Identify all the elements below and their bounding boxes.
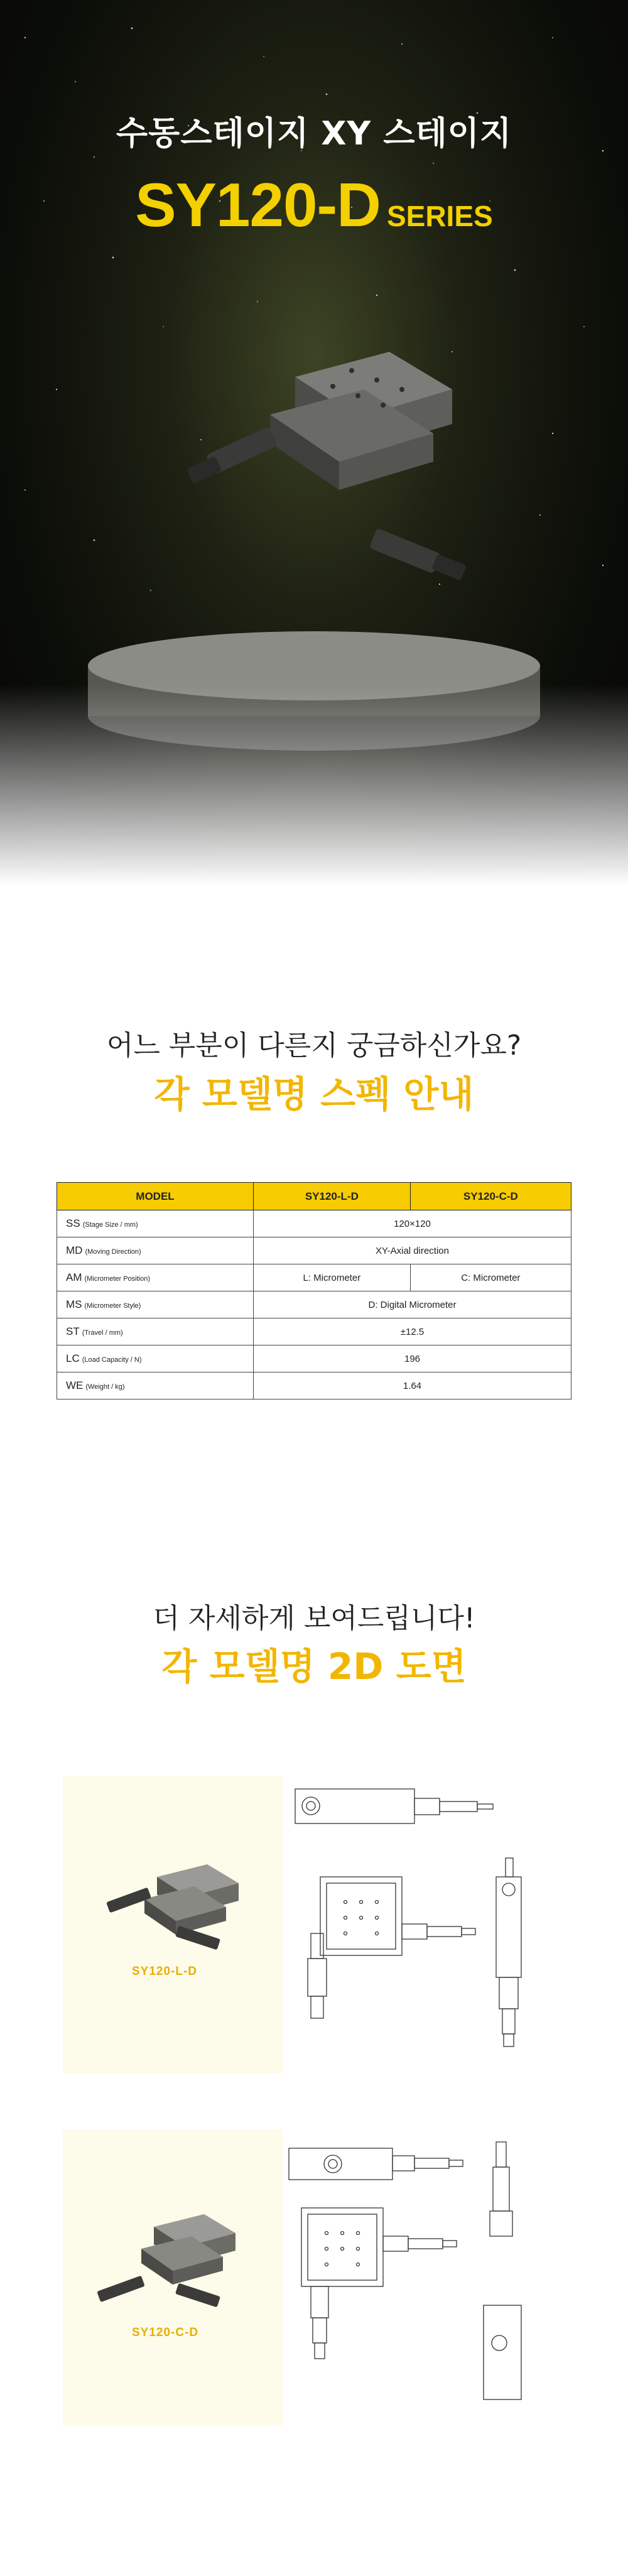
spec-code: WE — [66, 1379, 84, 1391]
spec-value: L: Micrometer — [254, 1264, 411, 1291]
model-label: SY120-C-D — [132, 2326, 199, 2339]
2d-drawing — [283, 1776, 565, 2073]
drawing-heading: 각 모델명 2D 도면 — [161, 1645, 467, 1688]
table-row — [57, 1237, 571, 1264]
table-header-cell: MODEL — [57, 1183, 254, 1210]
spec-value: 196 — [254, 1345, 571, 1372]
spec-value: 120×120 — [254, 1210, 571, 1237]
spec-desc: (Moving Direction) — [85, 1248, 141, 1256]
spec-desc: (Load Capacity / N) — [82, 1356, 142, 1364]
drawing-question: 더 자세하게 보여드립니다! — [153, 1602, 475, 1634]
spec-table-header — [57, 1183, 571, 1210]
spec-desc: (Weight / kg) — [85, 1383, 125, 1391]
table-header-cell: SY120-C-D — [410, 1183, 571, 1210]
spec-value: XY-Axial direction — [254, 1237, 571, 1264]
spec-table — [57, 1182, 571, 1399]
spec-code: ST — [66, 1325, 80, 1337]
product-3d-image — [100, 1858, 245, 1952]
series-model-name: SY120-D — [135, 170, 381, 239]
spec-code: LC — [66, 1352, 80, 1364]
series-suffix: SERIES — [386, 200, 493, 232]
spec-value: 1.64 — [254, 1372, 571, 1399]
table-header-cell: SY120-L-D — [254, 1183, 411, 1210]
spec-desc: (Micrometer Style) — [84, 1302, 141, 1310]
hero-title: 수동스테이지 XY 스테이지 — [116, 115, 512, 153]
spec-desc: (Travel / mm) — [82, 1329, 123, 1337]
table-row — [57, 1372, 571, 1399]
ground-fog — [0, 685, 628, 886]
drawing-panel — [283, 1776, 565, 2073]
table-row — [57, 1318, 571, 1345]
2d-drawing — [283, 2129, 565, 2426]
spec-desc: (Stage Size / mm) — [82, 1221, 138, 1229]
spec-desc: (Micrometer Position) — [84, 1275, 151, 1283]
stage-product-image — [187, 352, 467, 580]
table-row — [57, 1264, 571, 1291]
table-row — [57, 1210, 571, 1237]
table-row — [57, 1345, 571, 1372]
spec-heading: 각 모델명 스펙 안내 — [154, 1073, 474, 1116]
hero-series-title — [0, 170, 628, 241]
drawing-card-c-d — [63, 2129, 565, 2426]
spec-code: SS — [66, 1217, 80, 1229]
spec-value: C: Micrometer — [410, 1264, 571, 1291]
spec-value: D: Digital Micrometer — [254, 1291, 571, 1318]
hero-banner — [0, 0, 628, 886]
spec-code: AM — [66, 1271, 82, 1283]
drawing-panel — [283, 2129, 565, 2426]
spec-code: MS — [66, 1298, 82, 1310]
model-label: SY120-L-D — [132, 1965, 198, 1978]
table-row — [57, 1291, 571, 1318]
spec-question: 어느 부분이 다른지 궁금하신가요? — [106, 1030, 522, 1062]
spec-value: ±12.5 — [254, 1318, 571, 1345]
product-3d-image — [94, 2211, 239, 2318]
drawing-card-l-d — [63, 1776, 565, 2073]
spec-code: MD — [66, 1244, 83, 1256]
